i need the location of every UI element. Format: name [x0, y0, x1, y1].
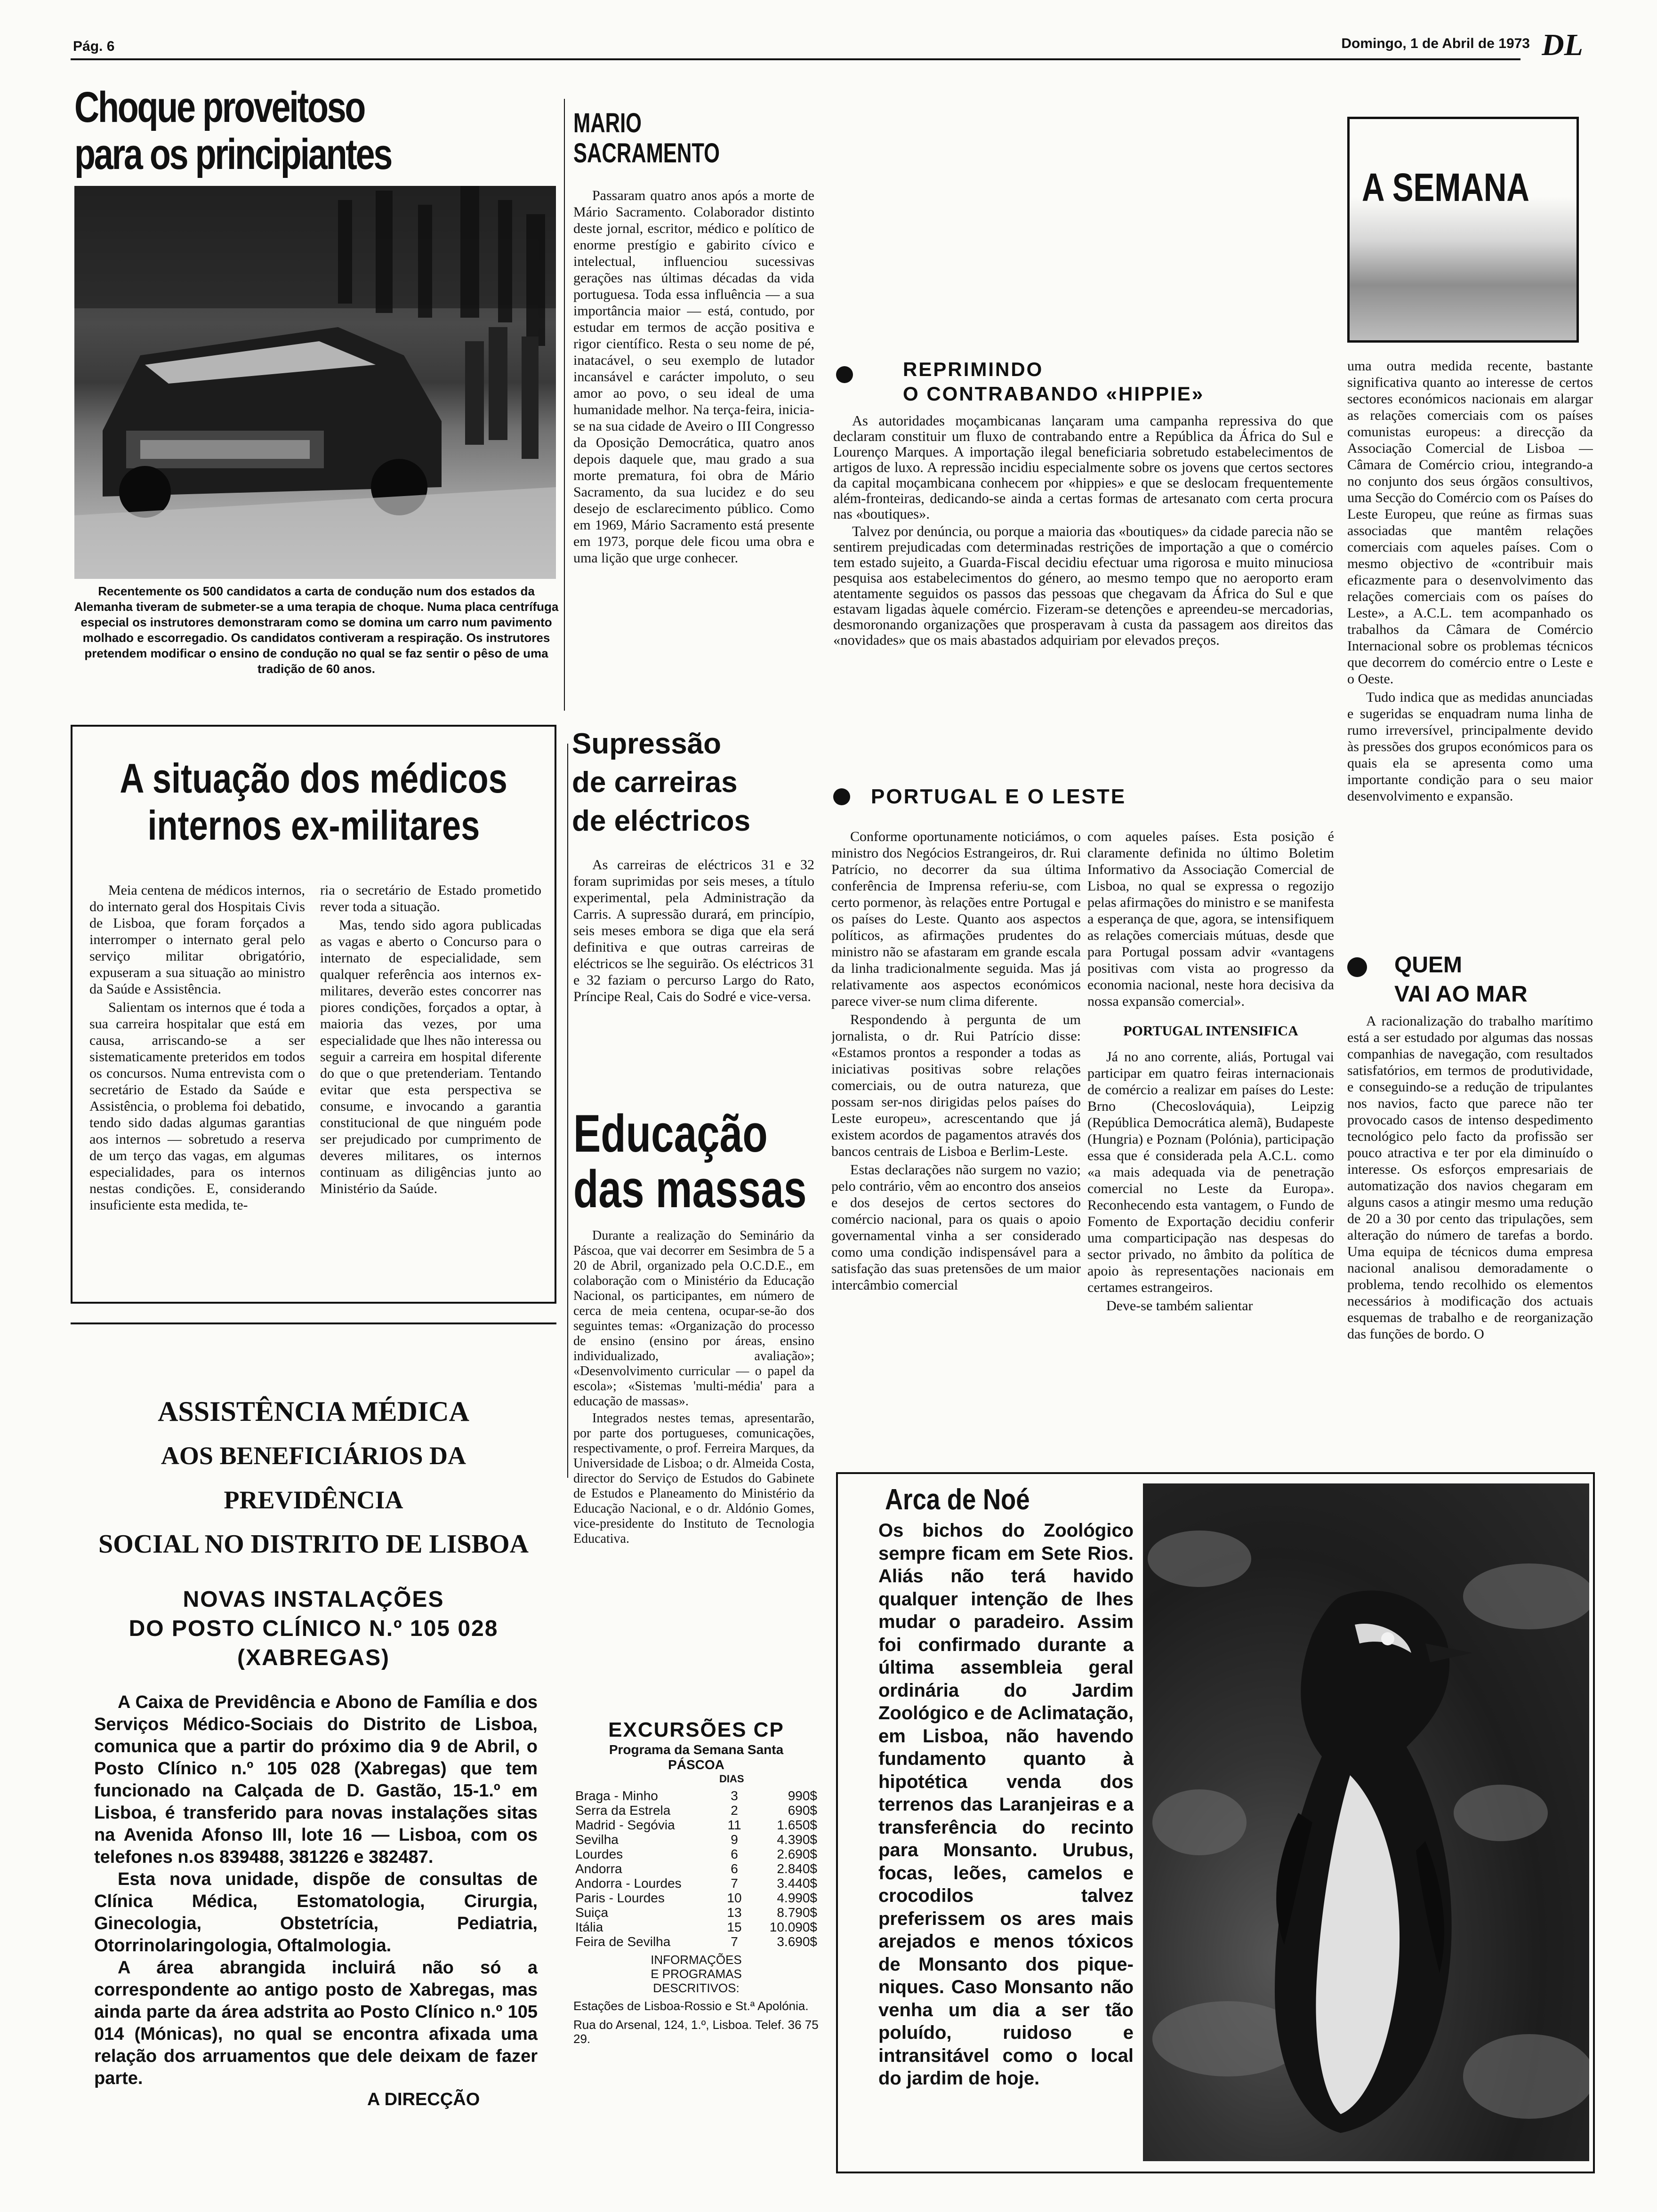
- excursoes-info-1: INFORMAÇÕES: [651, 1953, 742, 1967]
- fare-price: 3.440$: [777, 1876, 817, 1891]
- fare-destination: Braga - Minho: [575, 1788, 658, 1803]
- medicos-paragraph-2: Salientam os internos que é toda a sua carreira hospitalar que está em causa, arriscando-se a ser sistematicamente preteridos em todos os concursos. Numa entrevista com o secretário de Estado da Saúde e Assistência, o problema foi debatido, tendo sido dadas algumas garantias aos internos — sobretudo a reserva de um terço das vagas, em algumas especialidades, para os internos nestas condições. E, considerando insuficiente esta medida, te-: [89, 1000, 305, 1213]
- column-rule-2: [567, 744, 568, 1478]
- educacao-body: [573, 1228, 814, 1708]
- penguin-photo: [1143, 1483, 1589, 2161]
- fare-destination: Feira de Sevilha: [575, 1934, 671, 1949]
- fare-days: 7: [731, 1934, 738, 1949]
- fare-days: 7: [731, 1876, 738, 1891]
- reprimindo-title-line2: O CONTRABANDO «HIPPIE»: [903, 383, 1205, 405]
- fare-destination: Madrid - Segóvia: [575, 1818, 675, 1832]
- excursoes-info-2: E PROGRAMAS: [651, 1967, 742, 1981]
- leste-column-1: [831, 828, 1081, 1450]
- mario-headline: [573, 108, 818, 184]
- medicos-paragraph-4: Mas, tendo sido agora publicadas as vagas e aberto o Concurso para o internato de especialidade, sem qualquer referência aos internos ex-militares, deverão estes concorrer nas piores condições, forçados a optar, à maioria das vezes, por uma especialidade que lhes não interessa ou seguir a carreira em hospital diferente do que o que pretenderiam. Tentando evitar que esta perspectiva se consume, e invocando a garantia constitucional de que ninguém pode ser prejudicado por cumprimento de deveres militares, os internos continuam as diligências junto ao Ministério da Saúde.: [320, 917, 541, 1196]
- fare-destination: Andorra - Lourdes: [575, 1876, 682, 1891]
- choque-caption: Recentemente os 500 candidatos a carta de condução num dos estados da Alemanha tiveram de submeter-se a uma terapia de choque. Numa placa centrífuga especial os instrutores demonstraram como se domina um carro num pavimento molhado e escorregadio. Os candidatos contiveram a respiração. Os instrutores pretendem modificar o ensino de condução no qual se faz sentir o pêso de uma tradição de 60 anos.: [74, 584, 559, 676]
- newspaper-logo: DL: [1542, 28, 1583, 62]
- medicos-title-line1: A situação dos médicos: [120, 755, 507, 801]
- educacao-paragraph-1: Durante a realização do Seminário da Páscoa, que vai decorrer em Sesimbra de 5 a 20 de Abril, organizado pela O.C.D.E., em colaboração com o Ministério da Educação Nacional, os participantes, em número de cerca de meia centena, ocupar-se-ão dos seguintes temas: «Organização do processo de ensino (ensino por áreas, ensino individualizado, avaliação»; «Desenvolvimento curricular — o papel da escola»; «Sistemas 'multi-média' para a educação de massas».: [573, 1228, 814, 1409]
- fare-price: 4.990$: [777, 1891, 817, 1905]
- medicos-paragraph-3: ria o secretário de Estado prometido rever toda a situação.: [320, 882, 541, 914]
- leste-paragraph-5: Já no ano corrente, aliás, Portugal vai participar em quatro feiras internacionais de comércio a realizar em países do Leste: Brno (Checoslováquia), Leipzig (República Democrática alemã), Budapeste (Hungria) e Poznam (Polónia), participação essa que é considerada pela A.C.L. como «a mais adequada via de penetração comercial no Leste da Europa». Reconhecendo esta vantagem, o Fundo de Fomento de Exportação decidiu conferir uma comparticipação nas despesas do sector privado, no âmbito da política de apoio às representações nacionais em certames estrangeiros.: [1087, 1049, 1334, 1295]
- fare-row: [573, 1818, 819, 1832]
- medicos-paragraph-1: Meia centena de médicos internos, do internato geral dos Hospitais Civis de Lisboa, que foram forçados a interromper o internato geral pelo serviço militar obrigatório, expuseram a sua situação ao ministro da Saúde e Assistência.: [89, 882, 305, 997]
- quem-headline: [1347, 951, 1592, 1012]
- educacao-paragraph-2: Integrados nestes temas, apresentarão, por parte dos portugueses, comunicações, respectivamente, o prof. Ferreira Marques, da Universidade de Lisboa; o dr. Almeida Costa, director do Serviço de Estudos do Gabinete de Estudos e Planeamento do Ministério da Educação Nacional, e o dr. Aldónio Gomes, vice-presidente do Instituto de Tecnologia Educativa.: [573, 1411, 814, 1546]
- assistencia-body: [71, 1673, 556, 2090]
- fare-days: 13: [727, 1905, 742, 1920]
- excursoes-subtitle-1: Programa da Semana Santa: [609, 1742, 784, 1757]
- fare-price: 1.650$: [777, 1818, 817, 1832]
- fare-row: [573, 1847, 819, 1861]
- assistencia-heading: [71, 1332, 556, 1566]
- assistencia-signature: A DIRECÇÃO: [367, 2090, 480, 2109]
- leste-paragraph-2: Respondendo à pergunta de um jornalista, o dr. Rui Patrício disse: «Estamos prontos a responder a todas as iniciativas positivas sobre relações comerciais, ou de outra natureza, que possam ser-nos dirigidas pelos países do Leste europeu», acrescentando que já existem acordos de pagamentos através dos bancos centrais de Lisboa e Berlim-Leste.: [831, 1012, 1081, 1159]
- leste-headline: [833, 784, 1332, 812]
- medicos-column-2: [320, 882, 541, 1296]
- assistencia-title-line1: ASSISTÊNCIA MÉDICA: [158, 1396, 469, 1427]
- fare-price: 2.690$: [777, 1847, 817, 1861]
- fare-destination: Lourdes: [575, 1847, 623, 1861]
- driving-photo: [74, 186, 556, 579]
- fare-days: 11: [727, 1818, 741, 1832]
- fare-price: 690$: [788, 1803, 817, 1818]
- assistencia-top-rule: [71, 1322, 556, 1324]
- fare-destination: Sevilha: [575, 1832, 619, 1847]
- leste-subhead: PORTUGAL INTENSIFICA: [1123, 1023, 1298, 1039]
- fare-row: [573, 1920, 819, 1934]
- fare-price: 10.090$: [769, 1920, 817, 1934]
- excursoes-stations: Estações de Lisboa-Rossio e St.ª Apolónia.: [573, 1999, 809, 2013]
- leste-paragraph-3: Estas declarações não surgem no vazio; pelo contrário, vêm ao encontro dos anseios e dos desejos de certos sectores do comércio nacional, para os quais o apoio governamental vinha a ser considerado como uma condição indispensável para a satisfação das suas pretensões de um maior intercâmbio comercial: [831, 1162, 1081, 1293]
- assistencia-sub-line2: DO POSTO CLÍNICO N.º 105 028: [129, 1616, 499, 1641]
- semana-title: A SEMANA: [1362, 165, 1529, 209]
- mario-title-line1: MARIO: [573, 108, 642, 138]
- leste-title: PORTUGAL E O LESTE: [871, 785, 1126, 808]
- fare-row: [573, 1803, 819, 1818]
- leste-paragraph-6: Deve-se também salientar: [1106, 1298, 1253, 1314]
- supressao-paragraph: As carreiras de eléctricos 31 e 32 foram suprimidas por seis meses, a título experimental, pela Administração da Carris. A supressão durará, em princípio, seis meses embora se diga que ela será definitiva e que outras carreiras de eléctricos se lhe seguirão. Os eléctricos 31 e 32 faziam o percurso Largo do Rato, Príncipe Real, Cais do Sodré e vice-versa.: [573, 857, 814, 1004]
- fare-days: 10: [727, 1891, 742, 1905]
- fare-destination: Itália: [575, 1920, 603, 1934]
- semana-box: [1347, 117, 1579, 343]
- fare-days: 3: [731, 1788, 738, 1803]
- fare-row: [573, 1832, 819, 1847]
- fare-price: 4.390$: [777, 1832, 817, 1847]
- reprimindo-paragraph-1: As autoridades moçambicanas lançaram uma campanha repressiva do que declaram constituir um fluxo de contrabando entre a República da África do Sul e Lourenço Marques. A importação ilegal beneficiaria sobretudo estabelecimentos de artigos de luxo. A repressão incidiu especialmente sobre os jovens que certos sectores da capital moçambicana conhecem por «hippies» e que se deslocam frequentemente além-fronteiras, dedicando-se ainda a certas formas de artesanato com certa procura nas «boutiques».: [833, 413, 1333, 522]
- fare-price: 3.690$: [777, 1934, 817, 1949]
- excursoes-address: Rua do Arsenal, 124, 1.º, Lisboa. Telef. 36 75 29.: [573, 2018, 819, 2046]
- mario-body: [573, 187, 814, 705]
- fare-destination: Serra da Estrela: [575, 1803, 671, 1818]
- excursoes-dias-label: DIAS: [719, 1773, 744, 1785]
- column-rule-1: [564, 99, 565, 711]
- leste-paragraph-4: com aqueles países. Esta posição é claramente definida no último Boletim Informativo da Associação Comercial de Lisboa, no qual se expressa o regozijo pelas afirmações do ministro e se manifesta a esperança de que, agora, se intensifiquem as relações comerciais mútuas, desde que para Portugal possam advir «vantagens positivas com vista ao progresso da economia nacional, neste hora decisiva da nossa expansão comercial».: [1087, 829, 1334, 1009]
- quem-paragraph: A racionalização do trabalho marítimo está a ser estudado por algumas das nossas companhias de navegação, com resultados satisfatórios, em termos de produtividade, e conseguindo-se a redução de tripulantes nos navios, facto que parece não ter provocado casos de intenso despedimento tecnológico pelo facto da profissão ser pouco atractiva e ter por ela diminuído o interesse. Os esforços empresariais de automatização dos navios chegaram em alguns casos a atingir mesmo uma redução de 20 a 30 por cento das tripulações, sem alteração do número de tarefas a bordo. Uma equipa de técnicos duma empresa nacional analisou demoradamente o problema, tendo recolhido os elementos necessários à modificação dos actuais esquemas de trabalho e de reorganização das funções de bordo. O: [1347, 1013, 1593, 1342]
- arca-box: [836, 1472, 1595, 2173]
- assistencia-subheading: [71, 1585, 556, 1673]
- fare-days: 6: [731, 1861, 738, 1876]
- reprimindo-body: [833, 413, 1333, 752]
- fare-row: [573, 1876, 819, 1891]
- leste-column-2: [1087, 828, 1334, 1450]
- fare-days: 6: [731, 1847, 738, 1861]
- page-number: Pág. 6: [73, 39, 115, 54]
- reprimindo-title-line1: REPRIMINDO: [903, 358, 1044, 380]
- assistencia-sub-line1: NOVAS INSTALAÇÕES: [183, 1587, 444, 1612]
- assistencia-paragraph-2: Esta nova unidade, dispõe de consultas de Clínica Médica, Estomatologia, Cirurgia, Ginecologia, Obstetrícia, Pediatria, Otorrinolaringologia, Oftalmologia.: [94, 1869, 538, 1956]
- medicos-headline: [72, 755, 555, 863]
- fare-row: [573, 1788, 819, 1803]
- leste-paragraph-1: Conforme oportunamente noticiámos, o ministro dos Negócios Estrangeiros, dr. Rui Patrício, no decorrer da sua última conferência de Imprensa referiu-se, com certo pormenor, às relações entre Portugal e os países do Leste. Quanto aos aspectos políticos, as afirmações prudentes do ministro não se afastaram em grande escala da linha tradicionalmente seguida. Mas já relativamente aos aspectos económicos parece viver-se num clima diferente.: [831, 829, 1081, 1009]
- excursoes-info-3: DESCRITIVOS:: [653, 1981, 740, 1995]
- reprimindo-headline: [828, 358, 1336, 409]
- supressao-title-line3: de eléctricos: [572, 805, 751, 837]
- quem-body: [1347, 1013, 1593, 1427]
- arca-title: Arca de Noé: [885, 1483, 1030, 1516]
- fare-row: [573, 1891, 819, 1905]
- supressao-title-line2: de carreiras: [572, 766, 738, 799]
- fares-table: [573, 1788, 819, 1949]
- supressao-body: [573, 857, 814, 1087]
- educacao-title-line1: Educação: [573, 1106, 768, 1163]
- semana-paragraph-1: uma outra medida recente, bastante significativa quanto ao interesse de certos sectores económicos nacionais em alargar as relações comerciais com os países comunistas europeus: a direcção da Associação Comercial de Lisboa — Câmara de Comércio criou, integrando-a no conjunto dos seus órgãos consultivos, uma Secção do Comércio com os Países do Leste Europeu, que reúne as firmas suas associadas que mantêm relações comerciais com aqueles países. Com o mesmo objectivo de «contribuir mais eficazmente para o desenvolvimento das relações comerciais com os países do Leste», a A.C.L. tem acompanhado os trabalhos da Câmara de Comércio Internacional sobre os problemas técnicos que decorrem do comércio entre o Leste e o Oeste.: [1347, 358, 1593, 687]
- excursoes-box: [573, 1718, 819, 2160]
- fare-row: [573, 1861, 819, 1876]
- semana-paragraph-2: Tudo indica que as medidas anunciadas e sugeridas se enquadram numa linha de rumo irreversível, principalmente devido às pressões dos grupos económicos para os quais ela se apresenta como uma importante condição para o seu maior desenvolvimento e expansão.: [1347, 689, 1593, 804]
- mario-paragraph: Passaram quatro anos após a morte de Mário Sacramento. Colaborador distinto deste jornal, escritor, médico e político de enorme prestígio e gabirito cívico e intelectual, influenciou sucessivas gerações nas últimas décadas da vida portuguesa. Toda essa influência — a sua importância maior — está, contudo, por estudar em termos de acção positiva e rigor científico. Resta o seu nome de pé, inatacável, o seu exemplo de lutador incansável e carácter impoluto, o seu amor ao povo, o seu ideal de uma humanidade melhor. Na terça-feira, inicia-se na sua cidade de Aveiro o III Congresso da Oposição Democrática, quatro anos depois daquele que, mau grado a sua morte prematura, foi obra de Mário Sacramento, da sua lucidez e do seu desejo de esclarecimento público. Como em 1969, Mário Sacramento está presente em 1973, porque dele ficou uma obra e uma lição que urge conhecer.: [573, 188, 814, 566]
- issue-date: Domingo, 1 de Abril de 1973: [1341, 36, 1530, 51]
- assistencia-title-line3: SOCIAL NO DISTRITO DE LISBOA: [98, 1530, 529, 1559]
- fare-price: 990$: [788, 1788, 817, 1803]
- fare-row: [573, 1934, 819, 1949]
- fare-row: [573, 1905, 819, 1920]
- assistencia-title-line2: AOS BENEFICIÁRIOS DA PREVIDÊNCIA: [161, 1442, 467, 1514]
- fare-price: 8.790$: [777, 1905, 817, 1920]
- mario-title-line2: SACRAMENTO: [573, 138, 720, 168]
- semana-column: [1347, 358, 1593, 922]
- assistencia-paragraph-3: A área abrangida incluirá não só a correspondente ao antigo posto de Xabregas, mas ainda parte da área adstrita ao Posto Clínico n.º 105 014 (Mónicas), no qual se encontra afixada uma relação dos arruamentos que dele deixam de fazer parte.: [94, 1958, 538, 2088]
- excursoes-subtitle-2: PÁSCOA: [668, 1757, 724, 1772]
- medicos-box: [71, 725, 556, 1304]
- quem-title-line2: VAI AO MAR: [1394, 982, 1528, 1007]
- bullet-icon: [833, 788, 850, 805]
- supressao-title-line1: Supressão: [572, 728, 722, 760]
- assistencia-sub-line3: (XABREGAS): [237, 1645, 390, 1670]
- excursoes-title: EXCURSÕES CP: [608, 1718, 784, 1741]
- fare-days: 2: [731, 1803, 738, 1818]
- supressao-headline: [572, 725, 817, 847]
- bullet-icon: [1347, 957, 1367, 977]
- educacao-title-line2: das massas: [573, 1160, 807, 1218]
- medicos-title-line2: internos ex-militares: [147, 802, 480, 849]
- fare-days: 9: [731, 1832, 738, 1847]
- fare-destination: Andorra: [575, 1861, 622, 1876]
- fare-days: 15: [727, 1920, 742, 1934]
- medicos-column-1: [89, 882, 305, 1296]
- assistencia-paragraph-1: A Caixa de Previdência e Abono de Família e dos Serviços Médico-Sociais do Distrito de Lisboa, comunica que a partir do próximo dia 9 de Abril, o Posto Clínico n.º 105 028 (Xabregas) que tem funcionado na Calçada de D. Gastão, 15-1.º em Lisboa, é transferido para novas instalações sitas na Avenida Afonso III, lote 16 — Lisboa, com os telefones n.os 839488, 381226 e 382487.: [94, 1692, 538, 1867]
- educacao-headline: [573, 1106, 818, 1219]
- reprimindo-paragraph-2: Talvez por denúncia, ou porque a maioria das «boutiques» da cidade parecia não se sentirem prejudicadas com determinadas restrições de importação a que o comércio tem estado sujeito, a Guarda-Fiscal decidiu efectuar uma rigorosa e muito minuciosa pesquisa aos estabelecimentos do género, ao mesmo tempo que no aeroporto eram atentamente seguidos os passos das pessoas que chegavam da África do Sul e que estavam ligadas àquele comércio. Fizeram-se detenções e apreendeu-se mercadorias, desmoronando organizações que prosperavam à custa da passagem aos direitos das «novidades» que os mais abastados adquiriam por elevados preços.: [833, 523, 1333, 648]
- assistencia-box: [71, 1332, 556, 2170]
- bullet-icon: [836, 366, 853, 383]
- choque-headline: [74, 84, 564, 183]
- fare-destination: Suiça: [575, 1905, 609, 1920]
- choque-title-line1: Choque proveitoso: [74, 84, 365, 131]
- fare-destination: Paris - Lourdes: [575, 1891, 665, 1905]
- arca-body: Os bichos do Zoológico sempre ficam em Sete Rios. Aliás não terá havido qualquer intenção de lhes mudar o paradeiro. Assim foi confirmado durante a última assembleia geral ordinária do Jardim Zoológico e de Aclimatação, em Lisboa, não havendo fundamento quanto à hipotética venda dos terrenos das Laranjeiras e a transferência do recinto para Monsanto. Urubus, focas, leões, camelos e crocodilos talvez preferissem os ares mais arejados e menos tóxicos de Monsanto dos pique-niques. Caso Monsanto não venha um dia a ser tão poluído, ruidoso e intransitável como o local do jardim de hoje.: [878, 1520, 1134, 2089]
- header-rule: [71, 58, 1520, 60]
- quem-title-line1: QUEM: [1394, 953, 1462, 978]
- choque-title-line2: para os principiantes: [74, 130, 392, 178]
- fare-price: 2.840$: [777, 1861, 817, 1876]
